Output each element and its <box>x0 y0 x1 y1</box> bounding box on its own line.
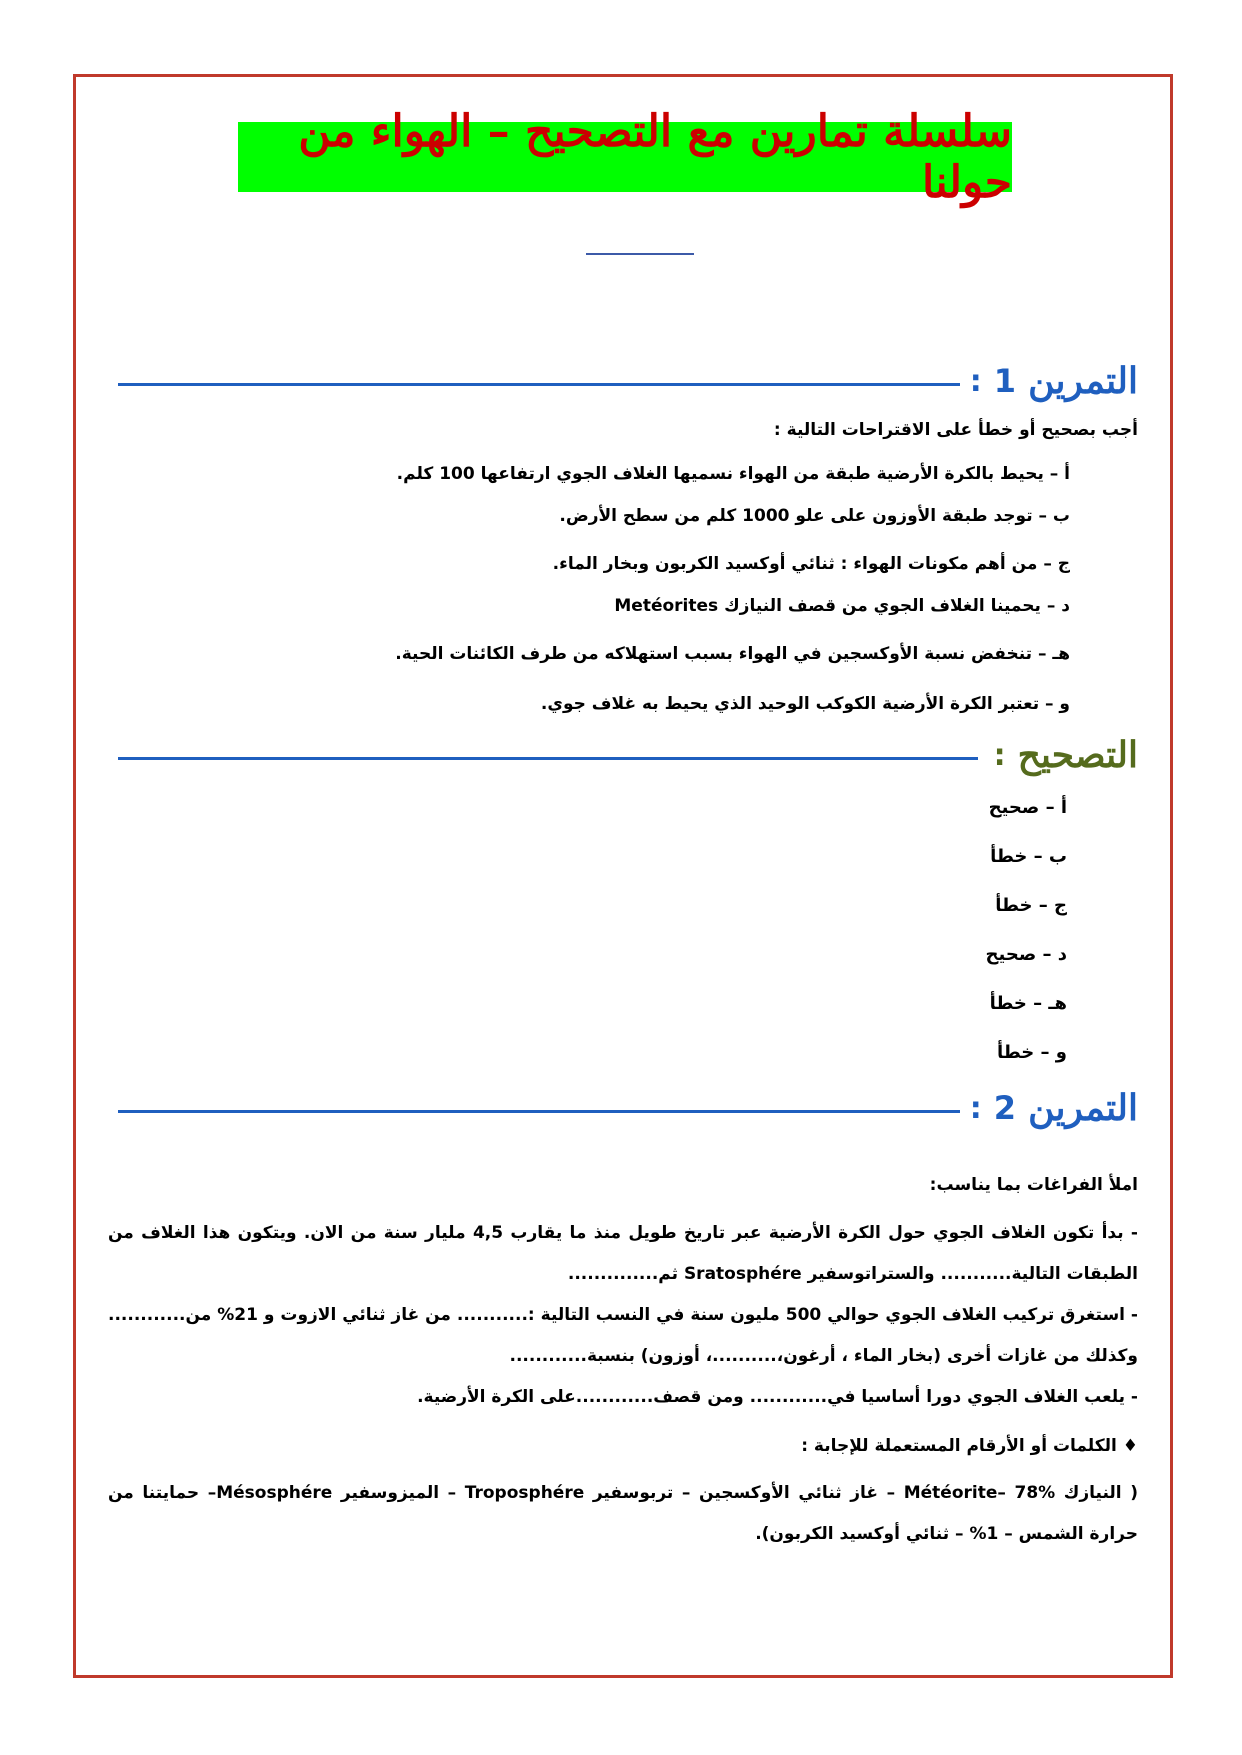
exercise1-rule <box>118 383 960 386</box>
correction-colon: : <box>993 737 1006 773</box>
exercise2-words-title: ♦ الكلمات أو الأرقام المستعملة للإجابة : <box>801 1436 1138 1456</box>
exercise1-heading <box>962 356 1138 406</box>
exercise2-instruction: املأ الفراغات بما يناسب: <box>929 1175 1138 1195</box>
exercise1-label: التمرين <box>1028 360 1138 402</box>
exercise2-number: 2 <box>993 1089 1017 1127</box>
answer-c: ج – خطأ <box>995 895 1067 916</box>
exercise1-number: 1 <box>993 362 1017 400</box>
title-underline <box>586 253 694 255</box>
exercise1-item-e: هـ – تنخفض نسبة الأوكسجين في الهواء بسبب استهلاكه من طرف الكائنات الحية. <box>395 644 1070 664</box>
correction-label: التصحيح <box>1017 734 1138 776</box>
exercise1-colon: : <box>969 363 982 399</box>
exercise1-item-a: أ – يحيط بالكرة الأرضية طبقة من الهواء نسميها الغلاف الجوي ارتفاعها 100 كلم. <box>396 464 1070 484</box>
exercise2-paragraph-1: - بدأ تكون الغلاف الجوي حول الكرة الأرضية عبر تاريخ طويل منذ ما يقارب 4,5 مليار سنة من الان. ويتكون هذا الغلاف من الطبقات التالية........... والستراتوسفير Sratosphére ثم.............. <box>108 1223 1138 1284</box>
exercise1-instruction: أجب بصحيح أو خطأ على الاقتراحات التالية : <box>773 420 1138 440</box>
page-title: سلسلة تمارين مع التصحيح – الهواء من حولنا <box>298 106 1012 208</box>
exercise1-item-f: و – تعتبر الكرة الأرضية الكوكب الوحيد الذي يحيط به غلاف جوي. <box>540 694 1070 714</box>
exercise1-item-c: ج – من أهم مكونات الهواء : ثنائي أوكسيد الكربون وبخار الماء. <box>552 554 1070 574</box>
title-banner <box>238 106 1012 208</box>
correction-heading <box>986 730 1138 780</box>
answer-e: هـ – خطأ <box>989 993 1067 1014</box>
exercise2-paragraph-3: - يلعب الغلاف الجوي دورا أساسيا في............ ومن قصف............على الكرة الأرضية. <box>417 1387 1138 1407</box>
exercise2-heading <box>962 1083 1138 1133</box>
answer-d: د – صحيح <box>985 944 1067 965</box>
exercise2-rule <box>118 1110 960 1113</box>
exercise2-label: التمرين <box>1028 1087 1138 1129</box>
answer-a: أ – صحيح <box>988 797 1067 818</box>
exercise1-item-b: ب – توجد طبقة الأوزون على علو 1000 كلم من سطح الأرض. <box>559 506 1070 526</box>
correction-rule <box>118 757 978 760</box>
exercise2-colon: : <box>969 1090 982 1126</box>
answer-b: ب – خطأ <box>990 846 1067 867</box>
answer-f: و – خطأ <box>997 1042 1067 1063</box>
exercise2-words-list: ( النيازك Météorite– 78% – غاز ثنائي الأوكسجين – تربوسفير Troposphére – الميزوسفير Mésosphére– حمايتنا من حرارة الشمس – 1% – ثنائي أوكسيد الكربون). <box>108 1483 1139 1544</box>
exercise1-item-d: د – يحمينا الغلاف الجوي من قصف النيازك Metéorites <box>614 596 1070 616</box>
exercise2-paragraph-2: - استغرق تركيب الغلاف الجوي حوالي 500 مليون سنة في النسب التالية :........... من غاز ثنائي الازوت و 21% من............ وكذلك من غازات أخرى (بخار الماء ، أرغون،..........، أوزون) بنسبة............ <box>108 1305 1138 1366</box>
